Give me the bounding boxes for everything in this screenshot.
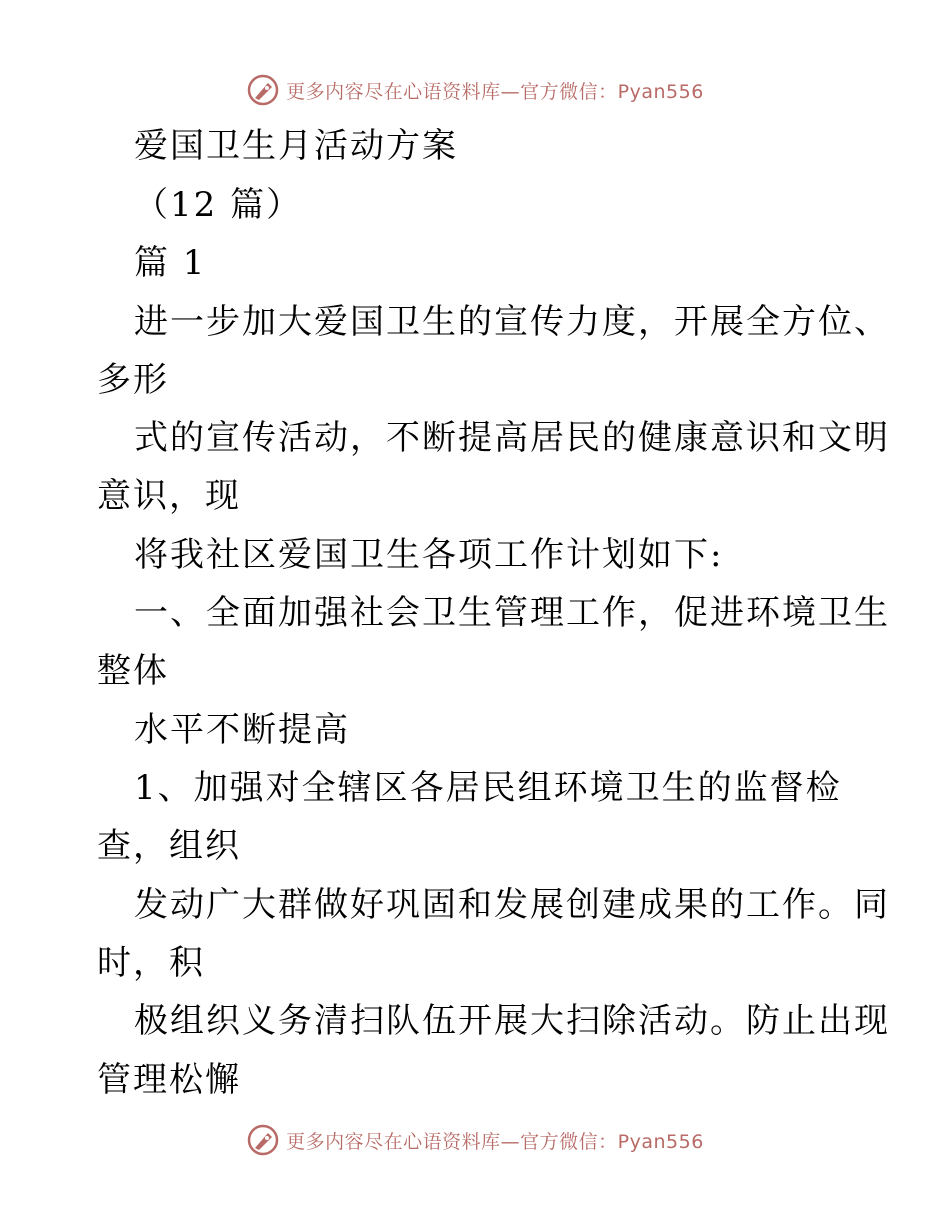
section-label: 篇 1: [134, 243, 207, 283]
body-line: 查，组织: [97, 826, 241, 866]
header-banner: [0, 70, 950, 110]
body-line: 1、加强对全辖区各居民组环境卫生的监督检: [134, 768, 842, 808]
body-line: 发动广大群做好巩固和发展创建成果的工作。同: [134, 885, 890, 925]
body-line: 式的宣传活动，不断提高居民的健康意识和文明: [134, 418, 890, 458]
footer-banner: [0, 1120, 950, 1160]
body-line: 多形: [97, 360, 169, 400]
body-line: 整体: [97, 651, 169, 691]
body-line: 一、全面加强社会卫生管理工作，促进环境卫生: [134, 593, 890, 633]
body-line: 将我社区爱国卫生各项工作计划如下:: [134, 535, 724, 575]
document-title: 爱国卫生月活动方案: [134, 126, 458, 166]
header-banner-text: 更多内容尽在心语资料库—官方微信：Pyan556: [286, 80, 704, 103]
body-line: 进一步加大爱国卫生的宣传力度，开展全方位、: [134, 302, 890, 342]
footer-banner-text: 更多内容尽在心语资料库—官方微信：Pyan556: [286, 1130, 704, 1153]
pen-nib-logo-icon: [246, 73, 280, 107]
body-line: 极组织义务清扫队伍开展大扫除活动。防止出现: [134, 1001, 890, 1041]
body-line: 管理松懈: [97, 1060, 241, 1100]
body-line: 意识，现: [97, 476, 241, 516]
document-subtitle: （12 篇）: [134, 185, 303, 225]
pen-nib-logo-icon: [246, 1123, 280, 1157]
body-line: 时，积: [97, 943, 205, 983]
body-line: 水平不断提高: [134, 710, 350, 750]
